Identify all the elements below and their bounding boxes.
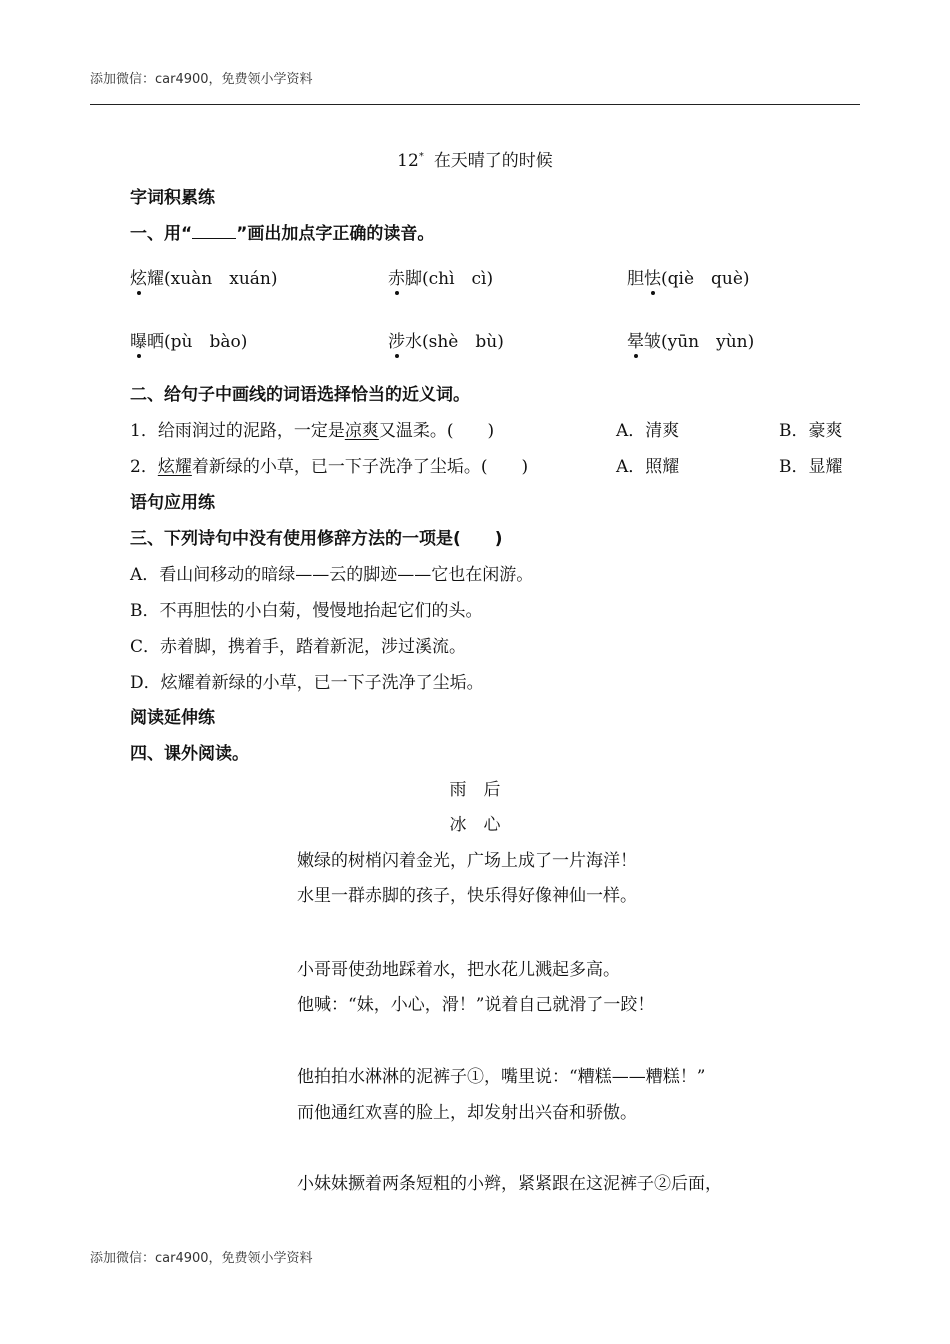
poem-line-7: 小妹妹撅着两条短粗的小辫，紧紧跟在这泥裤子②后面， xyxy=(297,1174,722,1194)
optional-lesson-star: * xyxy=(418,151,424,163)
dotted-char: 曝 xyxy=(130,327,147,352)
item-char: 胆 xyxy=(627,269,644,289)
page-title xyxy=(0,146,950,171)
sentence-text: 2． xyxy=(130,457,158,477)
underlined-word: 凉爽 xyxy=(344,421,379,441)
pinyin-item-4 xyxy=(130,327,247,352)
item-char: 耀 xyxy=(147,269,164,289)
item-char: 皱 xyxy=(644,332,661,352)
poem-line-2: 水里一群赤脚的孩子，快乐得好像神仙一样。 xyxy=(297,886,637,906)
sentence-text: 1．给雨润过的泥路，一定是 xyxy=(130,421,345,441)
q2-2-option-a: A．照耀 xyxy=(616,457,680,477)
header-divider xyxy=(90,104,860,105)
watermark-top: 添加微信：car4900，免费领小学资料 xyxy=(90,72,313,87)
poem-line-5: 他拍拍水淋淋的泥裤子①，嘴里说：“糟糕——糟糕！” xyxy=(297,1067,706,1087)
q3-option-a: A．看山间移动的暗绿——云的脚迹——它也在闲游。 xyxy=(130,565,534,585)
dotted-char: 晕 xyxy=(627,327,644,352)
q1-blank-line xyxy=(192,224,236,239)
q1-prefix: 一、用“ xyxy=(130,224,193,244)
poem-line-1: 嫩绿的树梢闪着金光，广场上成了一片海洋！ xyxy=(297,851,637,871)
pinyin-item-1 xyxy=(130,264,278,289)
dotted-char: 怯 xyxy=(644,264,661,289)
section-reading-heading: 阅读延伸练 xyxy=(130,708,215,728)
pinyin-item-2 xyxy=(388,264,493,289)
watermark-bottom: 添加微信：car4900，免费领小学资料 xyxy=(90,1251,313,1266)
pinyin-options: (yūn yùn) xyxy=(661,332,755,352)
poem-title: 雨 后 xyxy=(449,780,501,800)
pinyin-options: (shè bù) xyxy=(422,332,504,352)
q1-suffix: ”画出加点字正确的读音。 xyxy=(236,224,435,244)
sentence-text: 又温柔。( ) xyxy=(378,421,495,441)
poem-author: 冰 心 xyxy=(449,815,501,835)
item-char: 脚 xyxy=(405,269,422,289)
lesson-title: 在天晴了的时候 xyxy=(433,151,553,171)
q3-option-d: D．炫耀着新绿的小草，已一下子洗净了尘垢。 xyxy=(130,673,484,693)
sentence-text: 着新绿的小草，已一下子洗净了尘垢。( ) xyxy=(191,457,529,477)
underlined-word: 炫耀 xyxy=(157,457,192,477)
pinyin-options: (chì cì) xyxy=(422,269,494,289)
question-4-heading: 四、课外阅读。 xyxy=(130,744,249,764)
poem-line-6: 而他通红欢喜的脸上，却发射出兴奋和骄傲。 xyxy=(297,1103,637,1123)
q2-2-option-b: B．显耀 xyxy=(779,457,843,477)
dotted-char: 炫 xyxy=(130,264,147,289)
lesson-number: 12 xyxy=(397,151,419,171)
question-2-heading: 二、给句子中画线的词语选择恰当的近义词。 xyxy=(130,385,470,405)
pinyin-options: (pù bào) xyxy=(164,332,248,352)
question-3-heading: 三、下列诗句中没有使用修辞方法的一项是( ) xyxy=(130,529,503,549)
q2-sentence-1 xyxy=(130,416,494,441)
poem-line-4: 他喊：“妹，小心，滑！”说着自己就滑了一跤！ xyxy=(297,995,655,1015)
dotted-char: 赤 xyxy=(388,264,405,289)
pinyin-options: (xuàn xuán) xyxy=(164,269,278,289)
q3-option-c: C．赤着脚，携着手，踏着新泥，涉过溪流。 xyxy=(130,637,467,657)
item-char: 水 xyxy=(405,332,422,352)
poem-line-3: 小哥哥使劲地踩着水，把水花儿溅起多高。 xyxy=(297,960,620,980)
section-vocab-heading: 字词积累练 xyxy=(130,188,215,208)
section-sentence-heading: 语句应用练 xyxy=(130,493,215,513)
pinyin-item-5 xyxy=(388,327,504,352)
q2-1-option-b: B．豪爽 xyxy=(779,421,843,441)
question-1-heading xyxy=(130,219,434,244)
q3-option-b: B．不再胆怯的小白菊，慢慢地抬起它们的头。 xyxy=(130,601,483,621)
pinyin-item-3 xyxy=(627,264,750,289)
q2-sentence-2 xyxy=(130,452,528,477)
pinyin-options: (qiè què) xyxy=(661,269,750,289)
q2-1-option-a: A．清爽 xyxy=(616,421,680,441)
item-char: 晒 xyxy=(147,332,164,352)
pinyin-item-6 xyxy=(627,327,754,352)
dotted-char: 涉 xyxy=(388,327,405,352)
